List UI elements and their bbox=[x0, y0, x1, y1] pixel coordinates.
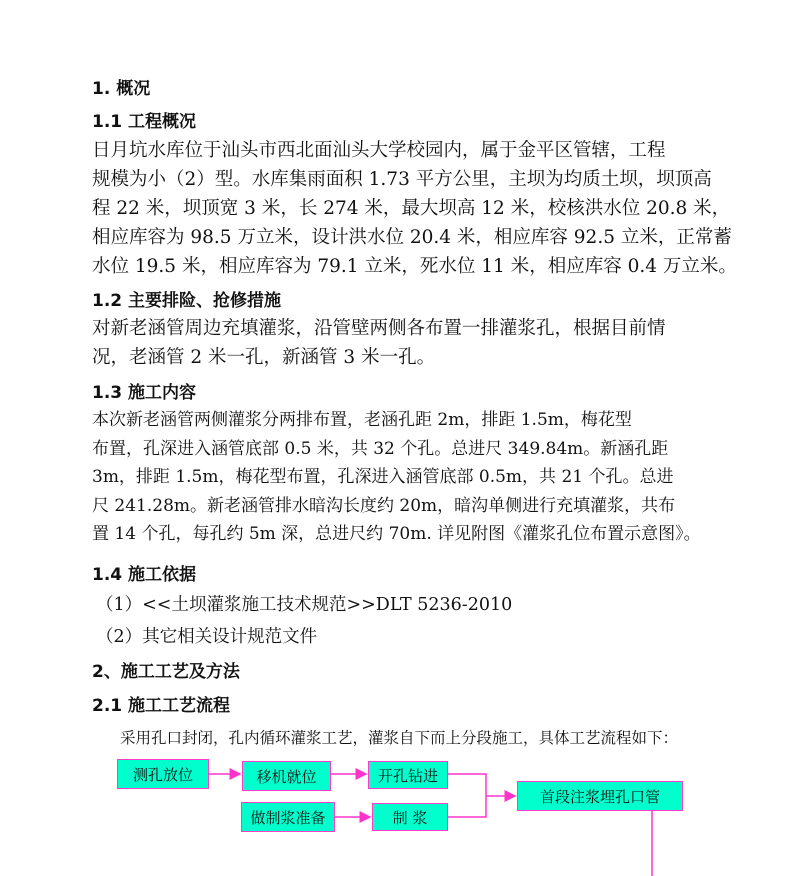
text-line: 3m，排距 1.5m，梅花型布置，孔深进入涵管底部 0.5m，共 21 个孔。总进 bbox=[92, 467, 674, 487]
text-line: 尺 241.28m。新老涵管排水暗沟长度约 20m，暗沟单侧进行充填灌浆，共布 bbox=[92, 495, 676, 516]
text-line: 本次新老涵管两侧灌浆分两排布置，老涵孔距 2m，排距 1.5m，梅花型 bbox=[92, 410, 632, 430]
heading-1-3: 1.3 施工内容 bbox=[92, 383, 197, 403]
text-line: 程 22 米，坝顶宽 3 米，长 274 米，最大坝高 12 米，校核洪水位 20.8 米， bbox=[92, 198, 731, 219]
text-line: 规模为小（2）型。水库集雨面积 1.73 平方公里，主坝为均质土坝，坝顶高 bbox=[92, 169, 712, 190]
basis-item: （2）其它相关设计规范文件 bbox=[96, 627, 318, 647]
flow-step-move: 移机就位 bbox=[242, 761, 331, 791]
heading-1-2: 1.2 主要排险、抢修措施 bbox=[92, 291, 282, 311]
flow-step-survey: 测孔放位 bbox=[117, 759, 209, 789]
text-line: 相应库容为 98.5 万立米，设计洪水位 20.4 米，相应库容 92.5 立米，正常蓄 bbox=[92, 227, 732, 248]
text-line: 布置，孔深进入涵管底部 0.5 米，共 32 个孔。总进尺 349.84m。新涵孔距 bbox=[92, 438, 669, 459]
heading-2-1: 2.1 施工工艺流程 bbox=[92, 696, 231, 716]
flow-step-prep: 做制浆准备 bbox=[241, 802, 335, 832]
heading-1: 1. 概况 bbox=[92, 79, 151, 99]
content-paragraph bbox=[92, 406, 704, 549]
flow-step-mix: 制 浆 bbox=[372, 803, 448, 831]
measures-paragraph bbox=[92, 314, 704, 372]
heading-1-4: 1.4 施工依据 bbox=[92, 565, 197, 585]
process-intro: 采用孔口封闭，孔内循环灌浆工艺，灌浆自下而上分段施工，具体工艺流程如下： bbox=[120, 729, 679, 747]
text-line: 日月坑水库位于汕头市西北面汕头大学校园内，属于金平区管辖，工程 bbox=[92, 140, 666, 161]
bracket-drill-mix bbox=[448, 774, 486, 817]
overview-paragraph bbox=[92, 136, 737, 281]
flow-step-drill: 开孔钻进 bbox=[368, 761, 448, 789]
text-line: 水位 19.5 米，相应库容为 79.1 立米，死水位 11 米，相应库容 0.4 万立米。 bbox=[92, 256, 737, 277]
flow-step-first-stage: 首段注浆埋孔口管 bbox=[517, 781, 683, 811]
text-line: 况，老涵管 2 米一孔，新涵管 3 米一孔。 bbox=[92, 347, 436, 368]
heading-2: 2、施工工艺及方法 bbox=[92, 662, 240, 682]
heading-1-1: 1.1 工程概况 bbox=[92, 112, 197, 132]
basis-item: （1）<<土坝灌浆施工技术规范>>DLT 5236-2010 bbox=[96, 595, 513, 615]
text-line: 对新老涵管周边充填灌浆，沿管壁两侧各布置一排灌浆孔，根据目前情 bbox=[92, 318, 666, 339]
text-line: 置 14 个孔，每孔约 5m 深，总进尺约 70m. 详见附图《灌浆孔位布置示意图》。 bbox=[92, 524, 701, 544]
